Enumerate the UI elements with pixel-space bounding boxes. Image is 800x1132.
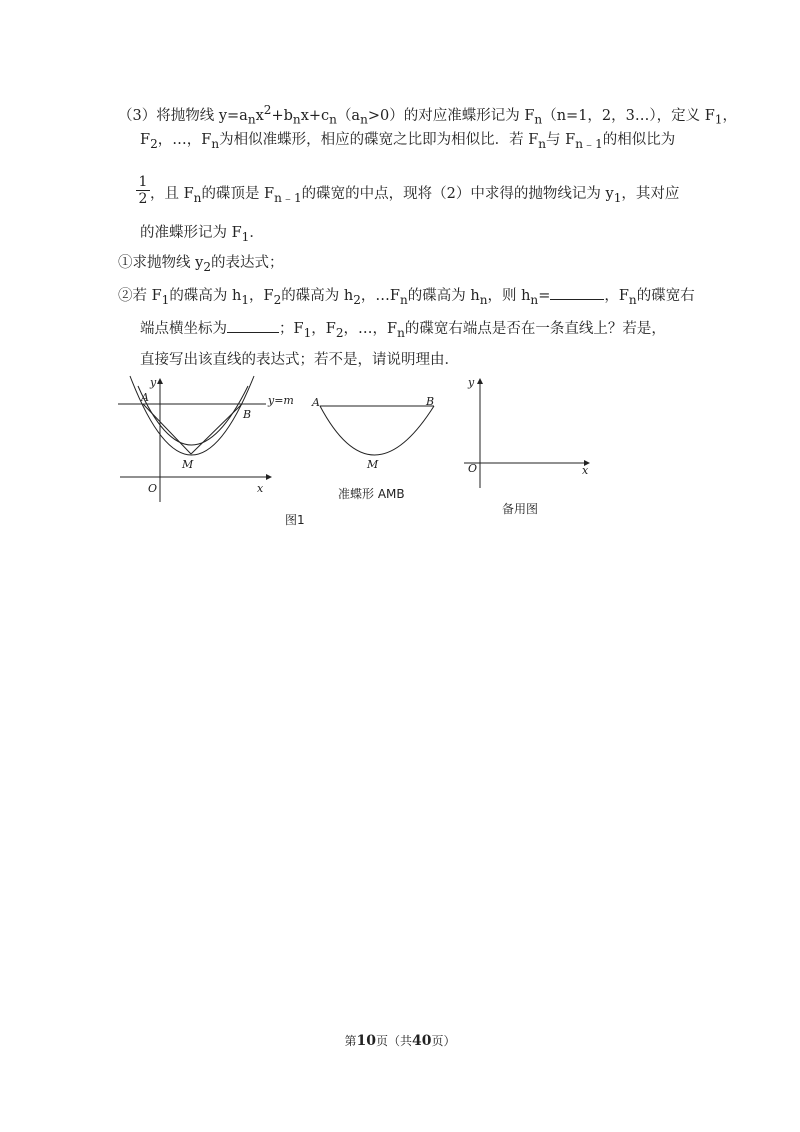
text: ①求抛物线 y (118, 255, 204, 271)
text: 的碟宽右端点是否在一条直线上？若是， (404, 321, 666, 337)
fig1-label-a: A (141, 391, 149, 404)
text: 的碟高为 h (407, 288, 480, 304)
fig3-caption: 备用图 (502, 502, 539, 516)
text: ；F (279, 321, 304, 337)
text: 与 F (546, 132, 576, 148)
fig3-label-x: x (582, 464, 589, 477)
fig1-y-arrow (157, 378, 163, 384)
sub: n﹣1 (575, 136, 603, 151)
fig2-caption: 准蝶形 AMB (338, 487, 405, 501)
fig1-label-b: B (243, 408, 252, 421)
text: ，…F (360, 288, 400, 304)
text: ②若 F (118, 288, 162, 304)
sub: n (628, 292, 637, 307)
text: （a (336, 107, 361, 124)
sup: 2 (263, 103, 272, 117)
fig1-label-line: y=m (268, 394, 294, 407)
sub: 2 (150, 136, 158, 151)
fig1-label-y: y (150, 376, 157, 389)
sub: 1 (613, 190, 622, 205)
text: 的碟高为 h (281, 288, 354, 304)
problem-line-1 (118, 100, 737, 130)
page-footer (0, 1032, 800, 1049)
text: ， (722, 107, 737, 124)
sub: n (193, 190, 202, 205)
sub: 2 (273, 292, 282, 307)
sub: 1 (161, 292, 170, 307)
sub: n (479, 292, 488, 307)
footer-mid: 页（共 (375, 1034, 412, 1048)
footer-suffix: 页） (431, 1034, 456, 1048)
text: ，…，F (343, 321, 398, 337)
fig2-label-a: A (312, 396, 320, 409)
text: 的准蝶形记为 F (140, 225, 242, 241)
fig3-label-y: y (468, 376, 475, 389)
fig1-caption: 图1 (285, 513, 305, 527)
figure-2 (310, 392, 442, 472)
fig2-label-m: M (367, 458, 379, 471)
sub: 1 (714, 112, 723, 127)
text: 直接写出该直线的表达式；若不是，请说明理由． (140, 352, 459, 368)
text: ，则 h (487, 288, 531, 304)
question-2-line-3 (140, 350, 459, 370)
sub: 2 (353, 292, 361, 307)
fig1-parabola-outer (130, 376, 254, 455)
text: ，F (604, 288, 629, 304)
fig2-label-b: B (426, 395, 435, 408)
fig1-segment-mb (191, 404, 242, 454)
sub: 2 (335, 325, 344, 340)
sub: 1 (241, 229, 250, 244)
text: 的碟顶是 F (201, 186, 275, 202)
sub: n (534, 112, 543, 127)
figure-3 (458, 374, 598, 494)
sub: n (247, 112, 256, 127)
sub: n﹣1 (274, 190, 302, 205)
sub: 1 (241, 292, 249, 307)
sub: n (292, 112, 301, 127)
fig3-y-arrow (477, 378, 483, 384)
text: >0）的对应准蝶形记为 F (367, 107, 535, 124)
sub: 1 (303, 325, 312, 340)
text: 的相似比为 (602, 132, 676, 148)
sub: n (397, 325, 405, 340)
sub: n (329, 112, 337, 127)
text: （3）将抛物线 y=a (118, 107, 248, 124)
fig1-segment-am (143, 404, 191, 454)
text: 的碟宽的中点，现将（2）中求得的抛物线记为 y (301, 186, 614, 202)
sub: n (399, 292, 408, 307)
question-1 (118, 253, 284, 277)
text: x (255, 107, 264, 124)
fraction-numerator: 1 (138, 174, 148, 190)
text: ，其对应 (621, 186, 680, 202)
text: x+c (300, 107, 330, 124)
sub: n (360, 112, 368, 127)
sub: 2 (203, 259, 211, 274)
text: +b (271, 107, 293, 124)
problem-line-2 (140, 130, 675, 154)
text: 的碟宽右 (636, 288, 695, 304)
problem-line-3 (150, 184, 679, 208)
problem-line-4 (140, 223, 264, 247)
sub: n (530, 292, 539, 307)
text: ，F (311, 321, 336, 337)
footer-prefix: 第 (344, 1034, 357, 1048)
fig2-parabola (320, 406, 434, 455)
fraction-denominator: 2 (138, 191, 148, 207)
footer-page-number: 10 (356, 1033, 376, 1049)
fig3-label-o: O (468, 462, 478, 475)
text: F (140, 132, 151, 148)
question-2-line-2 (140, 318, 666, 343)
fig1-label-m: M (182, 458, 194, 471)
question-2-line-1 (118, 285, 695, 310)
fraction-one-half (136, 174, 150, 207)
fig1-x-arrow (266, 474, 272, 480)
text: 端点横坐标为 (140, 321, 227, 337)
text: = (538, 288, 551, 304)
text: ，F (249, 288, 274, 304)
fig1-label-x: x (257, 482, 264, 495)
text: （n=1，2，3…），定义 F (542, 107, 715, 124)
sub: n (211, 136, 220, 151)
sub: n (538, 136, 547, 151)
text: 为相似准蝶形，相应的碟宽之比即为相似比．若 F (219, 132, 539, 148)
text: ． (249, 225, 264, 241)
answer-blank-hn[interactable] (550, 285, 604, 300)
text: ，且 F (150, 186, 194, 202)
text: 的碟高为 h (169, 288, 242, 304)
answer-blank-x-coord[interactable] (227, 318, 279, 333)
fig1-label-o: O (148, 482, 158, 495)
figure-1 (116, 374, 294, 506)
footer-page-total: 40 (412, 1033, 432, 1049)
text: ，…，F (157, 132, 212, 148)
text: 的表达式； (211, 255, 284, 271)
